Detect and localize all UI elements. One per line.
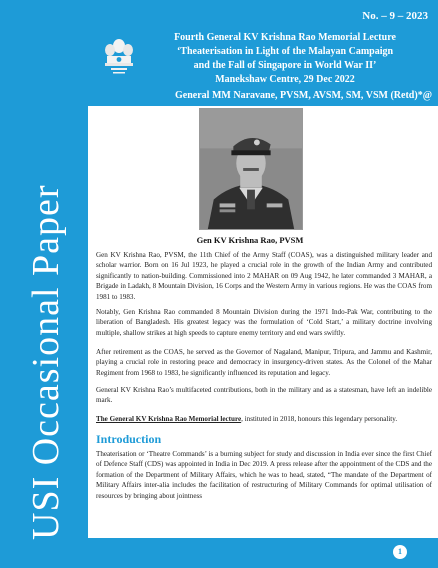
introduction-heading: Introduction [96, 432, 162, 446]
issue-number: No. – 9 – 2023 [354, 5, 434, 27]
body-paragraph-1: Gen KV Krishna Rao, PVSM, the 11th Chief of the Army Staff (COAS), was a distinguished military leader and scholar warrior. Born on 16 Jul 1923, he played a crucial role in the growth of the Indian Army and contributed significantly to nation-building. Commissioned into 2 MAHAR on 09 Aug 1942, he later commanded 3 MAHAR, a Brigade in Ladakh, 8 Mountain Division, 16 Corps and the Western Army in various regions. He was the COAS from 1981 to 1983. [96, 251, 432, 301]
ashoka-emblem-icon [96, 32, 142, 80]
lecture-title: Fourth General KV Krishna Rao Memorial Lecture [174, 32, 396, 43]
body-paragraph-4: General KV Krishna Rao’s multifaceted contributions, both in the military and as a statesman, have left an indelible mark. [96, 386, 432, 405]
lecture-speaker: General MM Naravane, PVSM, AVSM, SM, VSM (Retd)*@ [175, 90, 432, 101]
memorial-lecture-bold: The General KV Krishna Rao Memorial lecture [96, 415, 242, 423]
body-paragraph-5 [96, 414, 432, 424]
page-number: 1 [393, 545, 407, 559]
bottom-band [0, 538, 438, 568]
portrait-caption: Gen KV Krishna Rao, PVSM [196, 235, 304, 245]
body-paragraph-2: Notably, Gen Krishna Rao commanded 8 Mountain Division during the 1971 Indo-Pak War, contributing to the liberation of Bangladesh. His greatest legacy was the formulation of ‘Cold Start,’ a military doctrine involving multiple, shallow strikes at high speeds to capture enemy territory and end wars swiftly. [96, 308, 432, 337]
introduction-paragraph: Theaterisation or ‘Theatre Commands’ is a burning subject for study and discussion in India ever since the first Chief of Defence Staff (CDS) was appointed in India in Dec 2019. A press release after the appointment of the CDS and the formation of the Department of Military Affairs, which he was to head, stated, “The mandate of the Department of Military Affairs inter-alia includes the facilitation of restructuring of Military Commands for optimal utilisation of resources by bringing about jointness [96, 450, 432, 500]
memorial-lecture-rest: , instituted in 2018, honours this legendary personality. [241, 415, 398, 423]
lecture-venue-date: Manekshaw Centre, 29 Dec 2022 [215, 74, 355, 85]
lecture-subtitle-line-1: ‘Theaterisation in Light of the Malayan Campaign [176, 46, 394, 57]
portrait-photo [199, 108, 303, 230]
vertical-title: USI Occasional Paper [25, 184, 67, 540]
body-paragraph-3: After retirement as the COAS, he served as the Governor of Nagaland, Manipur, Tripura, and Jammu and Kashmir, playing a crucial role in restoring peace and democracy in insurgency-driven states. As the Colonel of the Mahar Regiment from 1968 to 1983, he significantly influenced its reputation and legacy. [96, 348, 432, 377]
footnote: @ This is the edited version of the transcription of the lecture delivered by Gen MM Naravane PVSM, AVSM, SM, VSM (Retd) on the occasion of the Fourth Gen KV Krishna Rao Memorial Lecture. [96, 511, 420, 529]
lecture-subtitle-line-2: and the Fall of Singapore in World War II’ [193, 60, 377, 71]
